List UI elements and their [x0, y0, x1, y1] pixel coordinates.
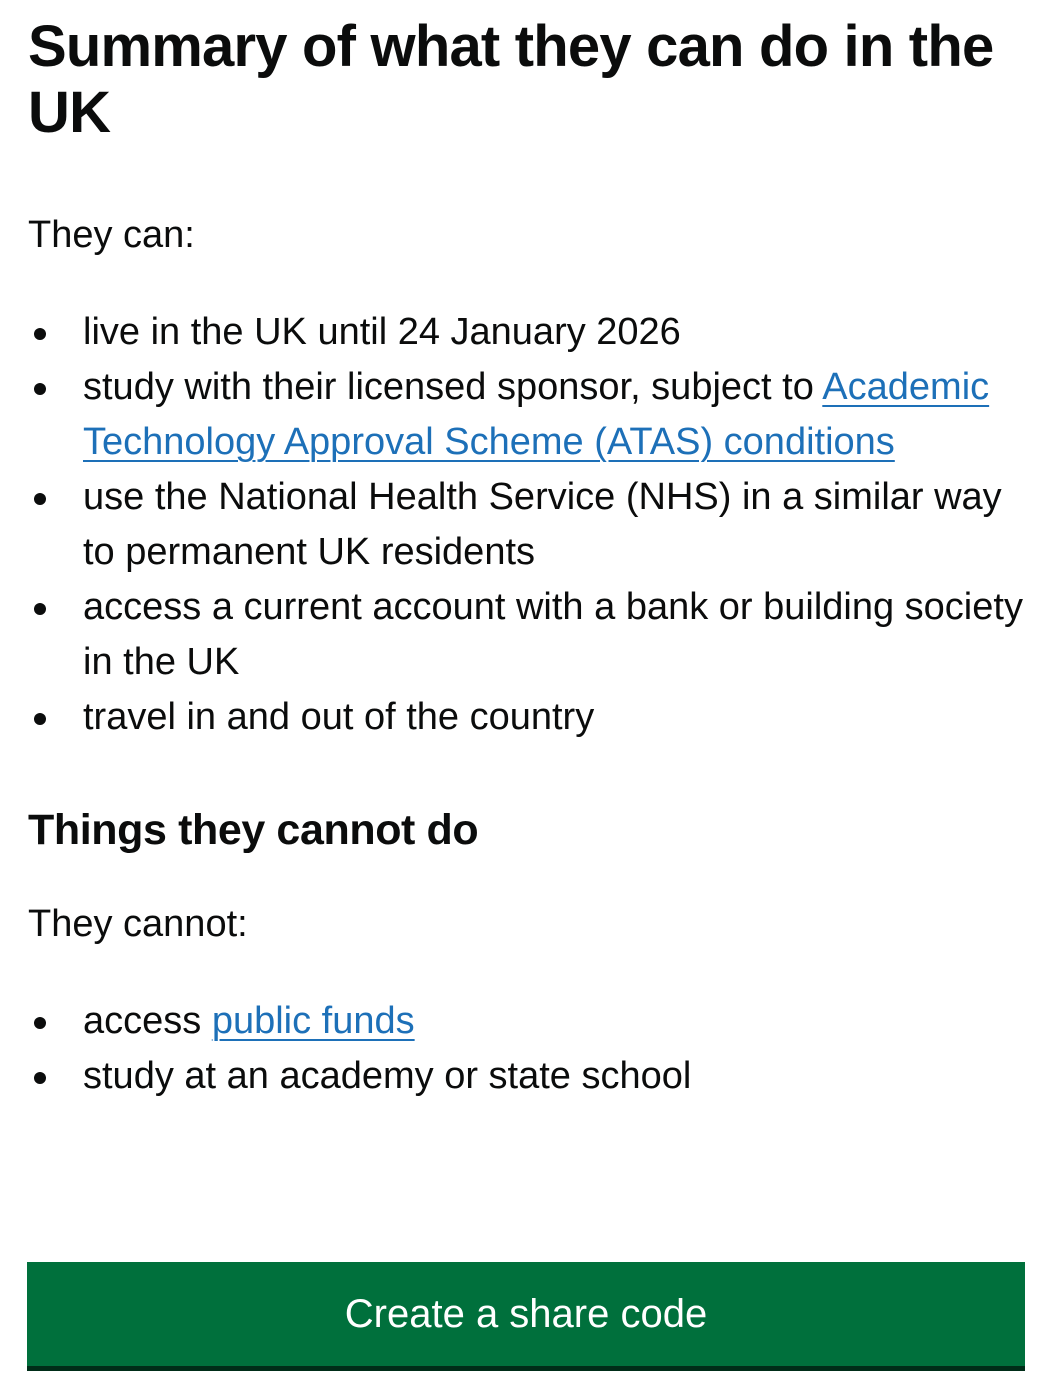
- bullet-icon: [34, 383, 46, 395]
- list-item-text: use the National Health Service (NHS) in a similar way to permanent UK residents: [83, 476, 1002, 573]
- bullet-icon: [34, 713, 46, 725]
- list-item: [28, 305, 1028, 360]
- atas-conditions-link[interactable]: Academic Technology Approval Scheme (ATAS) conditions: [83, 366, 990, 463]
- bullet-icon: [34, 1017, 46, 1029]
- list-item: [28, 690, 1028, 745]
- list-item: [28, 994, 1028, 1049]
- cannot-list: [28, 994, 1028, 1104]
- bullet-icon: [34, 328, 46, 340]
- can-list: [28, 305, 1028, 745]
- list-item: [28, 360, 1028, 470]
- list-item-text: access: [83, 1000, 212, 1042]
- list-item-text: access a current account with a bank or building society in the UK: [83, 586, 1023, 683]
- can-intro-text: They can:: [28, 214, 195, 256]
- list-item: [28, 1049, 1028, 1104]
- main-content: [28, 14, 1028, 1104]
- bullet-icon: [34, 493, 46, 505]
- page-title: Summary of what they can do in the UK: [28, 14, 994, 145]
- bullet-icon: [34, 603, 46, 615]
- cannot-intro-text: They cannot:: [28, 903, 248, 945]
- public-funds-link[interactable]: public funds: [211, 1000, 415, 1042]
- list-item-text: travel in and out of the country: [83, 696, 595, 738]
- create-share-code-button[interactable]: Create a share code: [27, 1262, 1025, 1366]
- bullet-icon: [34, 1072, 46, 1084]
- list-item-text: live in the UK until 24 January 2026: [83, 311, 681, 353]
- cannot-heading: Things they cannot do: [28, 806, 479, 854]
- list-item: [28, 580, 1028, 690]
- list-item-text: study with their licensed sponsor, subject to: [83, 366, 823, 408]
- list-item: [28, 470, 1028, 580]
- list-item-text: study at an academy or state school: [83, 1055, 692, 1097]
